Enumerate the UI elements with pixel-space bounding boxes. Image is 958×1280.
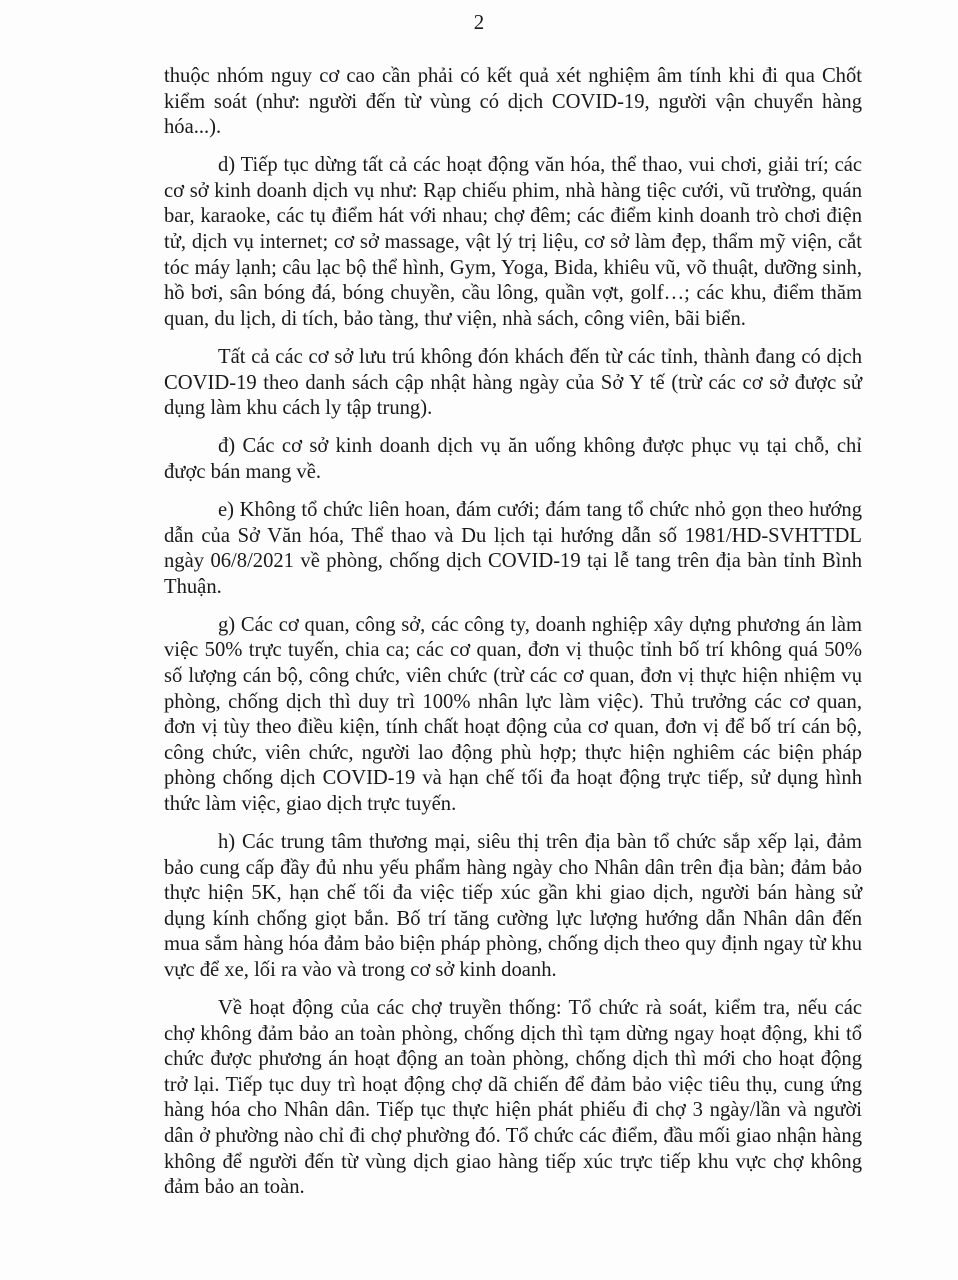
paragraph-d: d) Tiếp tục dừng tất cả các hoạt động văn hóa, thể thao, vui chơi, giải trí; các cơ sở kinh doanh dịch vụ như: Rạp chiếu phim, nhà hàng tiệc cưới, vũ trường, quán bar, karaoke, các tụ điểm hát với nhau; chợ đêm; các điểm kinh doanh trò chơi điện tử, dịch vụ internet; cơ sở massage, vật lý trị liệu, cơ sở làm đẹp, thẩm mỹ viện, cắt tóc máy lạnh; câu lạc bộ thể hình, Gym, Yoga, Bida, khiêu vũ, võ thuật, dưỡng sinh, hồ bơi, sân bóng đá, bóng chuyền, cầu lông, quần vợt, golf…; các khu, điểm thăm quan, du lịch, di tích, bảo tàng, thư viện, nhà sách, công viên, bãi biển. — [164, 154, 862, 330]
page-number: 2 — [473, 10, 485, 34]
document-body — [164, 64, 862, 1213]
paragraph-g: g) Các cơ quan, công sở, các công ty, doanh nghiệp xây dựng phương án làm việc 50% trực tuyến, chia ca; các cơ quan, đơn vị thuộc tỉnh bố trí không quá 50% số lượng cán bộ, công chức, viên chức (trừ các cơ quan, đơn vị thực hiện nhiệm vụ phòng, chống dịch thì duy trì 100% nhân lực làm việc). Thủ trưởng các cơ quan, đơn vị tùy theo điều kiện, tính chất hoạt động của cơ quan, đơn vị để bố trí cán bộ, công chức, viên chức, người lao động phù hợp; thực hiện nghiêm các biện pháp phòng chống dịch COVID-19 và hạn chế tối đa hoạt động trực tiếp, sử dụng hình thức làm việc, giao dịch trực tuyến. — [164, 613, 862, 815]
paragraph-h: h) Các trung tâm thương mại, siêu thị trên địa bàn tổ chức sắp xếp lại, đảm bảo cung cấp đầy đủ nhu yếu phẩm hàng ngày cho Nhân dân trên địa bàn; đảm bảo thực hiện 5K, hạn chế tối đa việc tiếp xúc gần khi giao dịch, người bán hàng sử dụng kính chống giọt bắn. Bố trí tăng cường lực lượng hướng dẫn Nhân dân đến mua sắm hàng hóa đảm bảo biện pháp phòng, chống dịch theo quy định ngay từ khu vực để xe, lối ra vào và trong cơ sở kinh doanh. — [164, 831, 862, 981]
paragraph-accommodation: Tất cả các cơ sở lưu trú không đón khách đến từ các tỉnh, thành đang có dịch COVID-19 theo danh sách cập nhật hàng ngày của Sở Y tế (trừ các cơ sở được sử dụng làm khu cách ly tập trung). — [164, 345, 862, 420]
paragraph-e: e) Không tổ chức liên hoan, đám cưới; đám tang tổ chức nhỏ gọn theo hướng dẫn của Sở Văn hóa, Thể thao và Du lịch tại hướng dẫn số 1981/HD-SVHTTDL ngày 06/8/2021 về phòng, chống dịch COVID-19 tại lễ tang trên địa bàn tỉnh Bình Thuận. — [164, 498, 862, 598]
paragraph-continuation: thuộc nhóm nguy cơ cao cần phải có kết quả xét nghiệm âm tính khi đi qua Chốt kiểm soát (như: người đến từ vùng có dịch COVID-19, người vận chuyển hàng hóa...). — [164, 65, 862, 139]
paragraph-markets: Về hoạt động của các chợ truyền thống: Tổ chức rà soát, kiểm tra, nếu các chợ không đảm bảo an toàn phòng, chống dịch thì tạm dừng ngay hoạt động, khi tổ chức được phương án hoạt động an toàn phòng, chống dịch thì mới cho hoạt động trở lại. Tiếp tục duy trì hoạt động chợ dã chiến để đảm bảo việc tiêu thụ, cung ứng hàng hóa cho Nhân dân. Tiếp tục thực hiện phát phiếu đi chợ 3 ngày/lần và người dân ở phường nào chỉ đi chợ phường đó. Tổ chức các điểm, đầu mối giao nhận hàng không để người đến từ vùng dịch giao hàng tiếp xúc trực tiếp khu vực chợ không đảm bảo an toàn. — [164, 997, 862, 1199]
paragraph-dd: đ) Các cơ sở kinh doanh dịch vụ ăn uống không được phục vụ tại chỗ, chỉ được bán mang về. — [164, 435, 862, 483]
